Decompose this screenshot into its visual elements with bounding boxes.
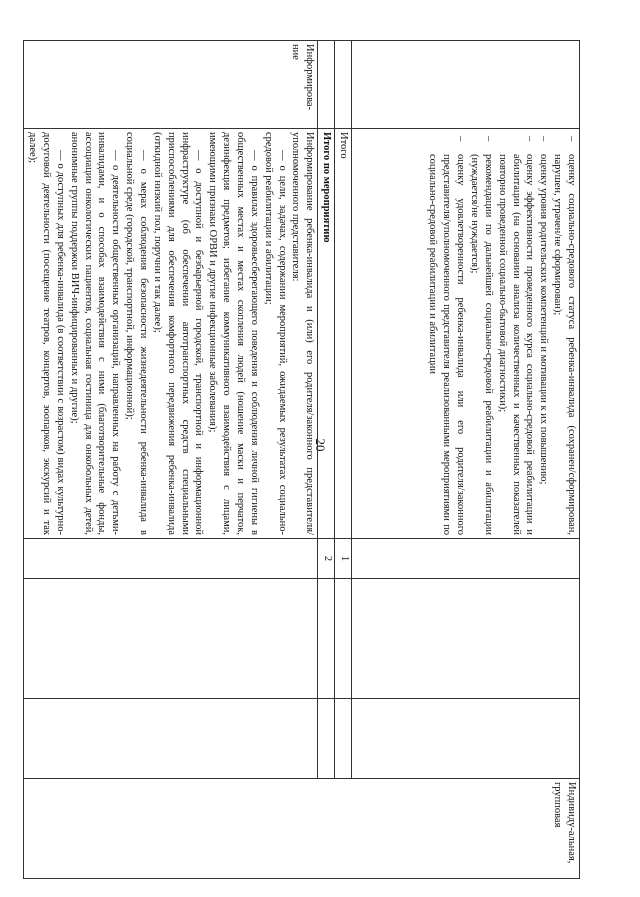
- rotated-table-sheet: [27, 40, 580, 878]
- page-number: 20: [313, 438, 328, 452]
- grand-total-label: Итого по мероприятию: [318, 129, 335, 539]
- list-item: — о деятельности общественных организаций, направленных на работу с детьми-инвалидами, и о способах взаимодействия с ними (благотворительные фонды, ассоциации онкологических пациентов, социальная гостиница для онкобольных детей, анонимные группы поддержки ВИЧ-инфицированных и другие);: [68, 132, 122, 536]
- empty-cell: [24, 699, 318, 779]
- list-item: – оценку удовлетворенности ребенка-инвалида или его родителя/законного представителя/уполномоченного представителя реализованными мероприятиями по социально-средовой реабилитации и абилитации: [426, 132, 468, 535]
- empty-cell: [335, 41, 352, 129]
- evaluation-list-cell: [352, 129, 580, 539]
- empty-cell: [24, 579, 318, 699]
- list-item: — о цели, задачах, содержании мероприятий, ожидаемых результатах социально-средовой реабилитации и абилитации;: [262, 132, 288, 535]
- list-item: – оценку социально-средового статуса ребенка-инвалида (сохранен/сформирован, нарушен, утрачен/не сформирован);: [550, 132, 578, 535]
- total-label: Итого: [335, 129, 352, 539]
- list-item: — о мерах соблюдения безопасности жизнедеятельности ребенка-инвалида в социальной среде (городской, транспортной, информационной);: [124, 132, 149, 535]
- list-item: — о доступной и безбарьерной городской, транспортной и информационной инфраструктуре (об обеспечении автотранспортных средств специальными приспособлениями для обеспечения комфортного передвижения ребенка-инвалида (откидной низкий пол, поручни и так далее);: [151, 132, 205, 535]
- rehab-measures-table: [23, 40, 580, 879]
- list-item: – оценку уровня родительских компетенций и мотивации к их повышению;: [536, 132, 550, 535]
- empty-cell: [24, 539, 318, 579]
- table-row: [24, 41, 318, 879]
- empty-cell: [318, 579, 335, 699]
- empty-cell: [352, 539, 580, 579]
- empty-cell: [352, 579, 580, 699]
- inform-content-cell: [24, 129, 318, 539]
- table-row: [335, 41, 352, 879]
- table-row: [318, 41, 335, 879]
- form-cell: Индивиду-альная, групповая: [24, 779, 580, 879]
- empty-cell: [335, 699, 352, 779]
- empty-cell: [335, 579, 352, 699]
- table-row: [352, 41, 580, 879]
- list-item: – оценку эффективности проведенного курса социально-средовой реабилитации и абилитации (на основании анализа количественных и качественных показателей повторно проведенной социально-бытовой диагностики);: [495, 132, 537, 535]
- empty-cell: [318, 699, 335, 779]
- grand-total-value: 2: [318, 539, 335, 579]
- empty-cell: [318, 41, 335, 129]
- total-value: 1: [335, 539, 352, 579]
- empty-cell: [352, 699, 580, 779]
- list-item: – рекомендации по дальнейшей социально-средовой реабилитации и абилитации (нуждается/не нуждается);: [467, 132, 495, 535]
- inform-intro: Информирование ребенка-инвалида и (или) его родителя/законного представителя/уполномоченного представителя:: [290, 132, 316, 535]
- measure-title: Информирова-ние: [24, 41, 318, 129]
- evaluation-list: [426, 132, 578, 535]
- empty-cell: [352, 41, 580, 129]
- list-item: — о доступных для ребенка-инвалида (в соответствии с возрастом) видах культурно-досуговой деятельности (посещение театров, концертов, зоопарков, экскурсий и так далее);: [27, 132, 66, 535]
- list-item: — о правилах здоровьесберегающего поведения и соблюдения личной гигиены в общественных местах и местах скопления людей (ношение маски и перчаток, дезинфекция предметов; избегание коммуникативного взаимодействия с лицами, имеющими признаки ОРВИ и другие инфекционные заболевания);: [207, 132, 260, 535]
